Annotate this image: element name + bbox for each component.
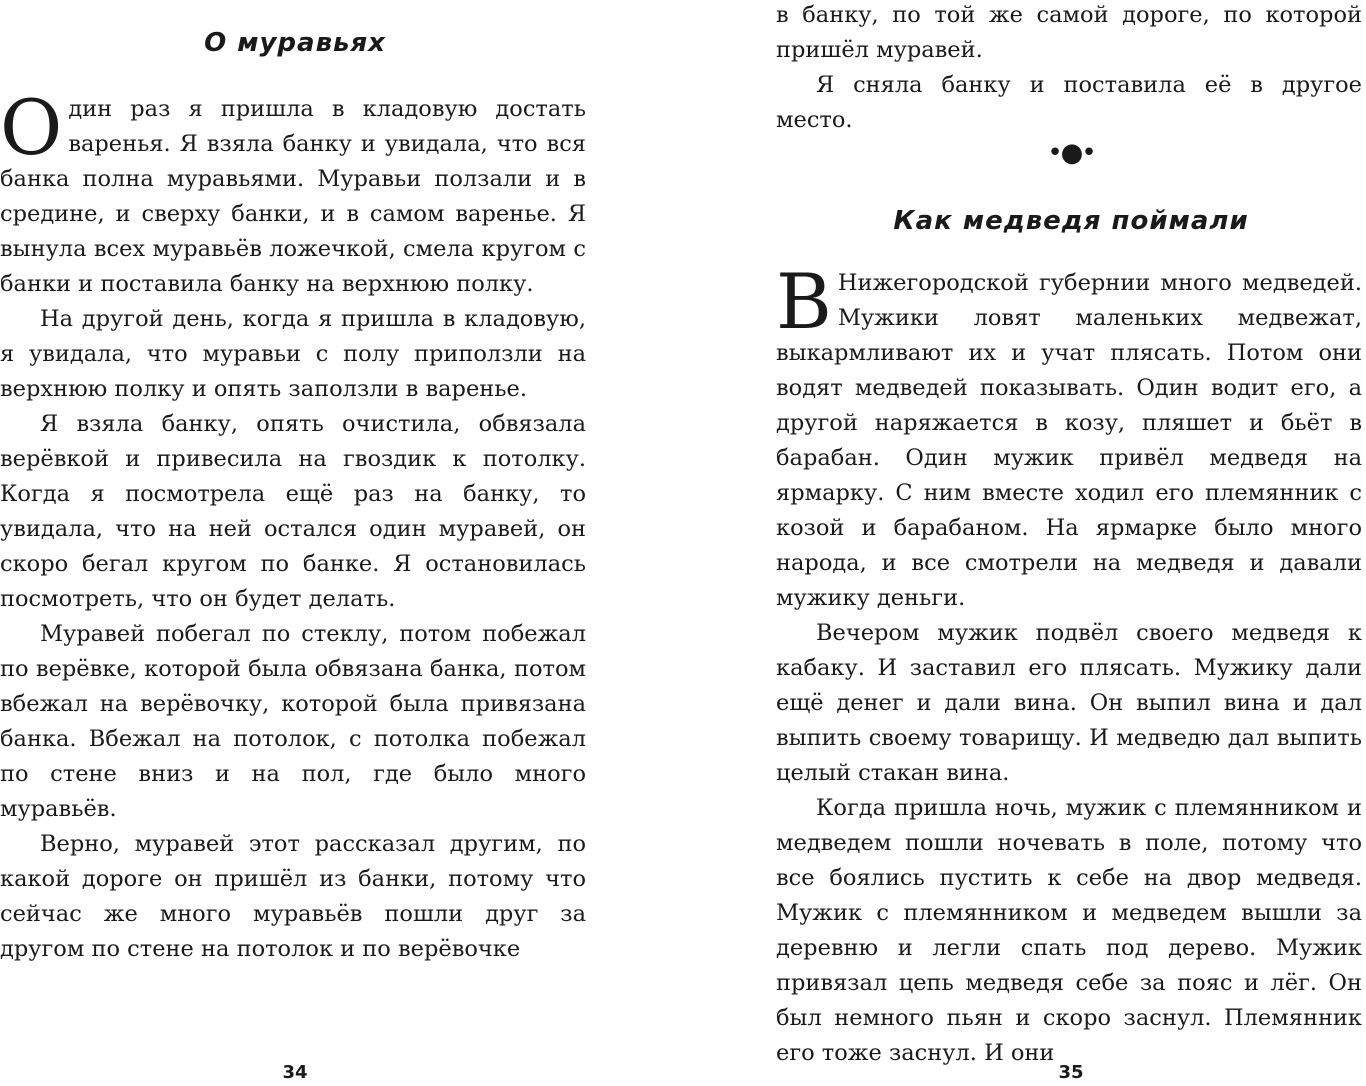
- story-body: [776, 257, 1362, 1071]
- section-ornament: •●•: [1047, 138, 1095, 168]
- paragraph: Верно, муравей этот рассказал другим, по какой дороге он пришёл из банки, потому что сейчас же много муравьёв пошли друг за другом по стене на потолок и по верёвочке: [0, 831, 586, 962]
- paragraph: Я взяла банку, опять очистила, обвязала верёвкой и привесила на гвоздик к потолку. Когда я посмотрела ещё раз на банку, то увидала, что на ней остался один муравей, он скоро бегал кругом по банке. Я остановилась посмотреть, что он будет делать.: [0, 411, 586, 612]
- drop-cap: В: [776, 257, 832, 346]
- story-title: Как медведя поймали: [893, 206, 1249, 236]
- right-page: [776, 0, 1366, 1086]
- page-number: 35: [1058, 1062, 1084, 1083]
- paragraph: На другой день, когда я пришла в кладовую, я увидала, что муравьи с полу приползли на верхнюю полку и опять заползли в варенье.: [0, 306, 586, 402]
- story-continuation: [776, 0, 1362, 138]
- paragraph: в банку, по той же самой дороге, по которой пришёл муравей.: [776, 2, 1362, 63]
- paragraph: В Нижегородской губернии много медведей. Мужики ловят маленьких медвежат, выкармливают их и учат плясать. Потом они водят медведей показывать. Один водит его, а другой наряжается в козу, пляшет и бьёт в барабан. Один мужик привёл медведя на ярмарку. С ним вместе ходил его племянник с козой и барабаном. На ярмарке было много народа, и все смотрели на медведя и давали мужику деньги.: [776, 257, 1362, 611]
- story-title: О муравьях: [204, 28, 386, 58]
- paragraph: Муравей побегал по стеклу, потом побежал по верёвке, которой была обвязана банка, потом вбежал на верёвочку, которой была привязана банка. Вбежал на потолок, с потолка побежал по стене вниз и на пол, где было много муравьёв.: [0, 621, 586, 822]
- left-page: [0, 0, 590, 1086]
- page-number: 34: [282, 1062, 308, 1083]
- paragraph: Вечером мужик подвёл своего медведя к кабаку. И заставил его плясать. Мужику дали ещё денег и дали вина. Он выпил вина и дал выпить своему товарищу. И медведю дал выпить целый стакан вина.: [776, 620, 1362, 786]
- drop-cap: О: [0, 83, 63, 172]
- story-body: [0, 83, 586, 967]
- paragraph: Один раз я пришла в кладовую достать варенья. Я взяла банку и увидала, что вся банка полна муравьями. Муравьи ползали и в средине, и сверху банки, и в самом варенье. Я вынула всех муравьёв ложечкой, смела кругом с банки и поставила банку на верхнюю полку.: [0, 83, 586, 297]
- paragraph: Когда пришла ночь, мужик с племянником и медведем пошли ночевать в поле, потому что все боялись пустить к себе на двор медведя. Мужик с племянником и медведем вышли за деревню и легли спать под дерево. Мужик привязал цепь медведя себе за пояс и лёг. Он был немного пьян и скоро заснул. Племянник его тоже заснул. И они: [776, 795, 1362, 1066]
- paragraph: Я сняла банку и поставила её в другое место.: [776, 72, 1362, 133]
